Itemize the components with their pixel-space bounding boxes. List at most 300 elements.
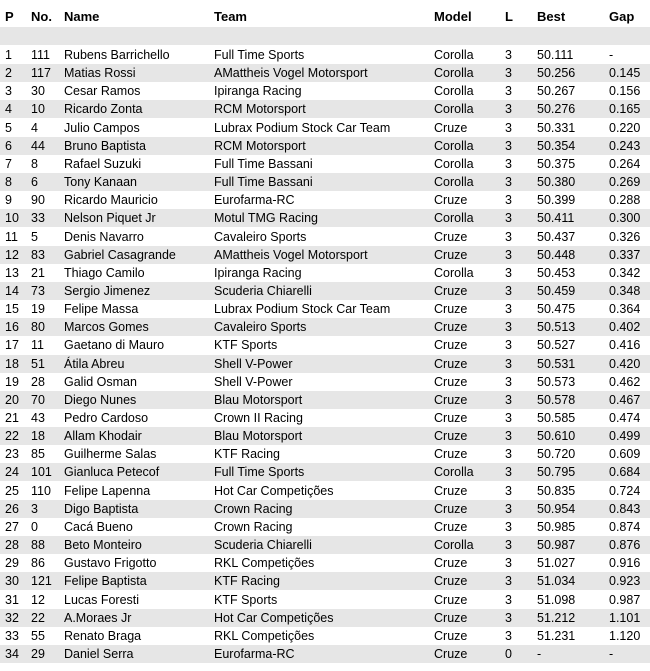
- cell-name: Felipe Massa: [64, 302, 139, 317]
- cell-laps: 3: [505, 447, 512, 462]
- cell-gap: 0.467: [609, 392, 641, 407]
- header-separator: [0, 27, 650, 45]
- cell-gap: 0.474: [609, 411, 641, 425]
- cell-model: Cruze: [434, 356, 468, 371]
- table-row: [0, 627, 650, 645]
- table-row: [0, 264, 650, 282]
- cell-best: 50.111: [537, 48, 574, 62]
- cell-model: Corolla: [434, 538, 474, 553]
- cell-team: Blau Motorsport: [214, 429, 303, 444]
- table-row: [0, 228, 650, 246]
- cell-no: 101: [31, 465, 52, 480]
- header-no: No.: [31, 9, 52, 24]
- cell-no: 55: [31, 628, 45, 643]
- cell-pos: 1: [5, 48, 12, 62]
- table-row: [0, 482, 650, 500]
- cell-no: 111: [31, 48, 51, 62]
- table-row: [0, 409, 650, 427]
- cell-team: AMattheis Vogel Motorsport: [214, 247, 368, 262]
- cell-best: 50.331: [537, 120, 576, 135]
- cell-name: Julio Campos: [64, 120, 140, 135]
- table-row: [0, 518, 650, 536]
- cell-model: Cruze: [434, 193, 468, 208]
- table-row: [0, 336, 650, 354]
- cell-gap: 0.923: [609, 574, 641, 589]
- cell-gap: 0.165: [609, 102, 641, 117]
- cell-name: Rubens Barrichello: [64, 48, 170, 62]
- cell-no: 29: [31, 646, 45, 661]
- cell-team: Full Time Bassani: [214, 175, 313, 190]
- cell-laps: 3: [505, 84, 512, 99]
- cell-gap: 0.987: [609, 592, 641, 607]
- cell-team: RKL Competições: [214, 628, 315, 643]
- cell-laps: 3: [505, 465, 512, 480]
- cell-gap: 1.120: [609, 628, 641, 643]
- cell-laps: 3: [505, 211, 512, 226]
- cell-gap: 0.609: [609, 447, 641, 462]
- table-row: [0, 300, 650, 318]
- cell-team: Shell V-Power: [214, 374, 293, 389]
- cell-gap: 0.402: [609, 320, 641, 335]
- cell-laps: 3: [505, 429, 512, 444]
- cell-best: 50.610: [537, 429, 576, 444]
- cell-team: RCM Motorsport: [214, 138, 306, 153]
- table-row: [0, 318, 650, 336]
- cell-pos: 4: [5, 102, 12, 117]
- cell-no: 4: [31, 120, 38, 135]
- cell-model: Cruze: [434, 120, 468, 135]
- cell-gap: 0.916: [609, 556, 641, 571]
- cell-model: Corolla: [434, 48, 474, 62]
- cell-best: 50.453: [537, 265, 576, 280]
- cell-best: 50.585: [537, 411, 576, 425]
- cell-pos: 27: [5, 519, 19, 534]
- cell-best: 50.354: [537, 138, 576, 153]
- cell-laps: 3: [505, 501, 512, 516]
- cell-best: 50.513: [537, 320, 576, 335]
- cell-best: 51.098: [537, 592, 576, 607]
- table-row: [0, 427, 650, 445]
- cell-team: Crown II Racing: [214, 411, 303, 425]
- cell-best: 50.985: [537, 519, 576, 534]
- cell-pos: 21: [5, 411, 19, 425]
- cell-laps: 3: [505, 120, 512, 135]
- cell-name: Guilherme Salas: [64, 447, 157, 462]
- cell-pos: 7: [5, 156, 12, 171]
- cell-laps: 0: [505, 646, 512, 661]
- header-model: Model: [434, 9, 472, 24]
- table-row: [0, 391, 650, 409]
- cell-team: Eurofarma-RC: [214, 646, 295, 661]
- cell-laps: 3: [505, 247, 512, 262]
- cell-gap: 0.724: [609, 483, 641, 498]
- cell-gap: 0.876: [609, 538, 641, 553]
- cell-model: Cruze: [434, 283, 468, 298]
- cell-pos: 31: [5, 592, 19, 607]
- cell-model: Cruze: [434, 574, 468, 589]
- cell-name: Bruno Baptista: [64, 138, 146, 153]
- cell-laps: 3: [505, 519, 512, 534]
- cell-best: 50.578: [537, 392, 576, 407]
- cell-name: Gianluca Petecof: [64, 465, 160, 480]
- cell-best: 50.954: [537, 501, 576, 516]
- table-row: [0, 46, 650, 64]
- cell-no: 33: [31, 211, 45, 226]
- cell-gap: 0.462: [609, 374, 641, 389]
- cell-team: AMattheis Vogel Motorsport: [214, 66, 368, 81]
- header-laps: L: [505, 9, 513, 24]
- cell-laps: 3: [505, 592, 512, 607]
- cell-gap: 0.243: [609, 138, 641, 153]
- cell-pos: 15: [5, 302, 19, 317]
- cell-gap: 0.348: [609, 283, 641, 298]
- cell-best: 50.448: [537, 247, 576, 262]
- cell-model: Cruze: [434, 592, 468, 607]
- cell-team: Scuderia Chiarelli: [214, 538, 312, 553]
- cell-best: 50.276: [537, 102, 576, 117]
- cell-team: Lubrax Podium Stock Car Team: [214, 302, 391, 317]
- cell-gap: 0.220: [609, 120, 641, 135]
- cell-pos: 32: [5, 610, 19, 625]
- cell-no: 121: [31, 574, 52, 589]
- table-row: [0, 591, 650, 609]
- cell-pos: 12: [5, 247, 19, 262]
- cell-model: Cruze: [434, 338, 468, 353]
- cell-pos: 2: [5, 66, 12, 81]
- cell-gap: 1.101: [609, 610, 641, 625]
- cell-best: 50.531: [537, 356, 576, 371]
- cell-laps: 3: [505, 374, 512, 389]
- table-row: [0, 645, 650, 663]
- cell-name: Átila Abreu: [64, 356, 125, 371]
- cell-model: Cruze: [434, 556, 468, 571]
- cell-name: Nelson Piquet Jr: [64, 211, 156, 226]
- cell-no: 21: [31, 265, 45, 280]
- cell-name: Lucas Foresti: [64, 592, 140, 607]
- cell-gap: 0.342: [609, 265, 641, 280]
- cell-laps: 3: [505, 538, 512, 553]
- cell-no: 70: [31, 392, 45, 407]
- cell-gap: 0.269: [609, 175, 641, 190]
- cell-name: Pedro Cardoso: [64, 411, 149, 425]
- cell-best: 50.795: [537, 465, 576, 480]
- cell-no: 88: [31, 538, 45, 553]
- cell-pos: 23: [5, 447, 19, 462]
- cell-laps: 3: [505, 265, 512, 280]
- cell-model: Cruze: [434, 411, 468, 425]
- cell-no: 3: [31, 501, 38, 516]
- cell-name: Sergio Jimenez: [64, 283, 151, 298]
- cell-best: 50.573: [537, 374, 576, 389]
- table-row: [0, 119, 650, 137]
- cell-model: Cruze: [434, 519, 468, 534]
- cell-name: Tony Kanaan: [64, 175, 137, 190]
- cell-laps: 3: [505, 283, 512, 298]
- cell-name: Felipe Lapenna: [64, 483, 151, 498]
- cell-pos: 16: [5, 320, 19, 335]
- cell-no: 5: [31, 229, 38, 244]
- cell-team: Ipiranga Racing: [214, 265, 302, 280]
- cell-model: Cruze: [434, 610, 468, 625]
- cell-gap: 0.264: [609, 156, 641, 171]
- cell-team: Shell V-Power: [214, 356, 293, 371]
- table-row: [0, 536, 650, 554]
- cell-team: Full Time Bassani: [214, 156, 313, 171]
- cell-laps: 3: [505, 392, 512, 407]
- cell-model: Corolla: [434, 175, 474, 190]
- cell-no: 18: [31, 429, 45, 444]
- cell-laps: 3: [505, 193, 512, 208]
- cell-no: 22: [31, 610, 45, 625]
- header-team: Team: [214, 9, 247, 24]
- cell-pos: 20: [5, 392, 19, 407]
- cell-model: Cruze: [434, 483, 468, 498]
- cell-name: Felipe Baptista: [64, 574, 147, 589]
- cell-pos: 5: [5, 120, 12, 135]
- cell-best: 50.380: [537, 175, 576, 190]
- cell-no: 6: [31, 175, 38, 190]
- cell-no: 19: [31, 302, 45, 317]
- cell-team: KTF Sports: [214, 592, 278, 607]
- table-row: [0, 355, 650, 373]
- table-row: [0, 500, 650, 518]
- cell-name: Ricardo Mauricio: [64, 193, 158, 208]
- table-row: [0, 82, 650, 100]
- cell-name: Galid Osman: [64, 374, 137, 389]
- cell-name: A.Moraes Jr: [64, 610, 132, 625]
- cell-model: Corolla: [434, 102, 474, 117]
- cell-model: Cruze: [434, 392, 468, 407]
- cell-pos: 28: [5, 538, 19, 553]
- cell-gap: 0.416: [609, 338, 641, 353]
- cell-no: 117: [31, 66, 51, 81]
- cell-pos: 18: [5, 356, 19, 371]
- cell-name: Denis Navarro: [64, 229, 144, 244]
- cell-best: 51.034: [537, 574, 576, 589]
- cell-team: Full Time Sports: [214, 48, 305, 62]
- table-header: [0, 8, 650, 26]
- cell-best: 51.027: [537, 556, 576, 571]
- cell-name: Cacá Bueno: [64, 519, 133, 534]
- cell-gap: 0.499: [609, 429, 641, 444]
- cell-laps: 3: [505, 556, 512, 571]
- cell-no: 83: [31, 247, 45, 262]
- cell-pos: 19: [5, 374, 19, 389]
- cell-name: Renato Braga: [64, 628, 142, 643]
- cell-laps: 3: [505, 411, 512, 425]
- table-row: [0, 246, 650, 264]
- cell-laps: 3: [505, 574, 512, 589]
- cell-team: Scuderia Chiarelli: [214, 283, 312, 298]
- cell-best: 50.256: [537, 66, 576, 81]
- cell-no: 11: [31, 338, 44, 353]
- cell-best: 50.375: [537, 156, 576, 171]
- cell-no: 44: [31, 138, 45, 153]
- cell-model: Cruze: [434, 447, 468, 462]
- cell-best: 50.411: [537, 211, 575, 226]
- cell-model: Cruze: [434, 429, 468, 444]
- cell-no: 12: [31, 592, 45, 607]
- cell-name: Diego Nunes: [64, 392, 137, 407]
- cell-name: Gaetano di Mauro: [64, 338, 165, 353]
- cell-no: 28: [31, 374, 45, 389]
- cell-no: 110: [31, 483, 51, 498]
- cell-model: Cruze: [434, 320, 468, 335]
- cell-model: Cruze: [434, 247, 468, 262]
- cell-laps: 3: [505, 610, 512, 625]
- cell-name: Gabriel Casagrande: [64, 247, 176, 262]
- cell-gap: 0.420: [609, 356, 641, 371]
- cell-best: 50.720: [537, 447, 576, 462]
- table-row: [0, 554, 650, 572]
- table-row: [0, 463, 650, 481]
- cell-laps: 3: [505, 229, 512, 244]
- cell-team: Hot Car Competições: [214, 610, 334, 625]
- cell-no: 80: [31, 320, 45, 335]
- cell-name: Cesar Ramos: [64, 84, 141, 99]
- cell-laps: 3: [505, 48, 512, 62]
- cell-no: 51: [31, 356, 45, 371]
- table-row: [0, 445, 650, 463]
- cell-team: Ipiranga Racing: [214, 84, 302, 99]
- cell-best: 50.475: [537, 302, 576, 317]
- cell-pos: 8: [5, 175, 12, 190]
- cell-best: 50.987: [537, 538, 576, 553]
- cell-laps: 3: [505, 628, 512, 643]
- header-gap: Gap: [609, 9, 635, 24]
- table-row: [0, 64, 650, 82]
- cell-pos: 17: [5, 338, 19, 353]
- cell-name: Digo Baptista: [64, 501, 139, 516]
- cell-pos: 11: [5, 229, 18, 244]
- cell-best: 50.835: [537, 483, 576, 498]
- header-name: Name: [64, 9, 100, 24]
- cell-laps: 3: [505, 356, 512, 371]
- cell-best: 51.212: [537, 610, 576, 625]
- cell-no: 86: [31, 556, 45, 571]
- cell-model: Corolla: [434, 465, 474, 480]
- cell-team: Full Time Sports: [214, 465, 305, 480]
- cell-name: Marcos Gomes: [64, 320, 149, 335]
- cell-team: RKL Competições: [214, 556, 315, 571]
- cell-pos: 26: [5, 501, 19, 516]
- cell-best: 51.231: [537, 628, 576, 643]
- cell-gap: 0.337: [609, 247, 641, 262]
- cell-gap: 0.156: [609, 84, 641, 99]
- cell-model: Corolla: [434, 156, 474, 171]
- cell-model: Cruze: [434, 646, 468, 661]
- cell-no: 8: [31, 156, 38, 171]
- cell-best: -: [537, 646, 542, 661]
- header-best: Best: [537, 9, 566, 24]
- cell-gap: 0.364: [609, 302, 641, 317]
- cell-pos: 30: [5, 574, 19, 589]
- cell-team: KTF Racing: [214, 447, 280, 462]
- cell-team: Eurofarma-RC: [214, 193, 295, 208]
- cell-pos: 3: [5, 84, 12, 99]
- cell-pos: 33: [5, 628, 19, 643]
- cell-gap: -: [609, 48, 614, 62]
- table-row: [0, 137, 650, 155]
- table-row: [0, 173, 650, 191]
- cell-model: Cruze: [434, 229, 468, 244]
- cell-model: Corolla: [434, 138, 474, 153]
- cell-team: Crown Racing: [214, 501, 293, 516]
- table-row: [0, 209, 650, 227]
- cell-name: Daniel Serra: [64, 646, 134, 661]
- cell-name: Matias Rossi: [64, 66, 136, 81]
- cell-pos: 9: [5, 193, 12, 208]
- cell-pos: 34: [5, 646, 19, 661]
- cell-team: Cavaleiro Sports: [214, 320, 307, 335]
- cell-team: Cavaleiro Sports: [214, 229, 307, 244]
- cell-laps: 3: [505, 483, 512, 498]
- cell-gap: 0.326: [609, 229, 641, 244]
- cell-team: KTF Sports: [214, 338, 278, 353]
- cell-name: Beto Monteiro: [64, 538, 142, 553]
- cell-gap: 0.145: [609, 66, 641, 81]
- cell-gap: 0.843: [609, 501, 641, 516]
- cell-team: Lubrax Podium Stock Car Team: [214, 120, 391, 135]
- cell-best: 50.267: [537, 84, 576, 99]
- table-row: [0, 155, 650, 173]
- cell-laps: 3: [505, 338, 512, 353]
- cell-gap: 0.874: [609, 519, 641, 534]
- table-row: [0, 609, 650, 627]
- cell-no: 43: [31, 411, 45, 425]
- cell-team: RCM Motorsport: [214, 102, 306, 117]
- cell-laps: 3: [505, 175, 512, 190]
- cell-pos: 6: [5, 138, 12, 153]
- cell-no: 73: [31, 283, 45, 298]
- cell-laps: 3: [505, 102, 512, 117]
- cell-name: Rafael Suzuki: [64, 156, 142, 171]
- cell-pos: 22: [5, 429, 19, 444]
- table-row: [0, 282, 650, 300]
- cell-no: 30: [31, 84, 45, 99]
- cell-pos: 14: [5, 283, 19, 298]
- cell-model: Corolla: [434, 66, 474, 81]
- table-row: [0, 373, 650, 391]
- cell-best: 50.437: [537, 229, 576, 244]
- cell-laps: 3: [505, 320, 512, 335]
- cell-pos: 25: [5, 483, 19, 498]
- cell-name: Ricardo Zonta: [64, 102, 143, 117]
- table-row: [0, 100, 650, 118]
- cell-name: Thiago Camilo: [64, 265, 145, 280]
- cell-name: Gustavo Frigotto: [64, 556, 157, 571]
- cell-laps: 3: [505, 138, 512, 153]
- header-pos: P: [5, 9, 14, 24]
- cell-pos: 10: [5, 211, 19, 226]
- cell-team: KTF Racing: [214, 574, 280, 589]
- cell-team: Hot Car Competições: [214, 483, 334, 498]
- table-row: [0, 572, 650, 590]
- cell-no: 90: [31, 193, 45, 208]
- cell-best: 50.399: [537, 193, 576, 208]
- table-row: [0, 191, 650, 209]
- cell-model: Corolla: [434, 84, 474, 99]
- cell-team: Blau Motorsport: [214, 392, 303, 407]
- cell-pos: 13: [5, 265, 19, 280]
- cell-model: Cruze: [434, 628, 468, 643]
- cell-gap: 0.288: [609, 193, 641, 208]
- cell-model: Corolla: [434, 211, 474, 226]
- cell-laps: 3: [505, 302, 512, 317]
- cell-model: Cruze: [434, 374, 468, 389]
- cell-best: 50.459: [537, 283, 576, 298]
- cell-model: Cruze: [434, 302, 468, 317]
